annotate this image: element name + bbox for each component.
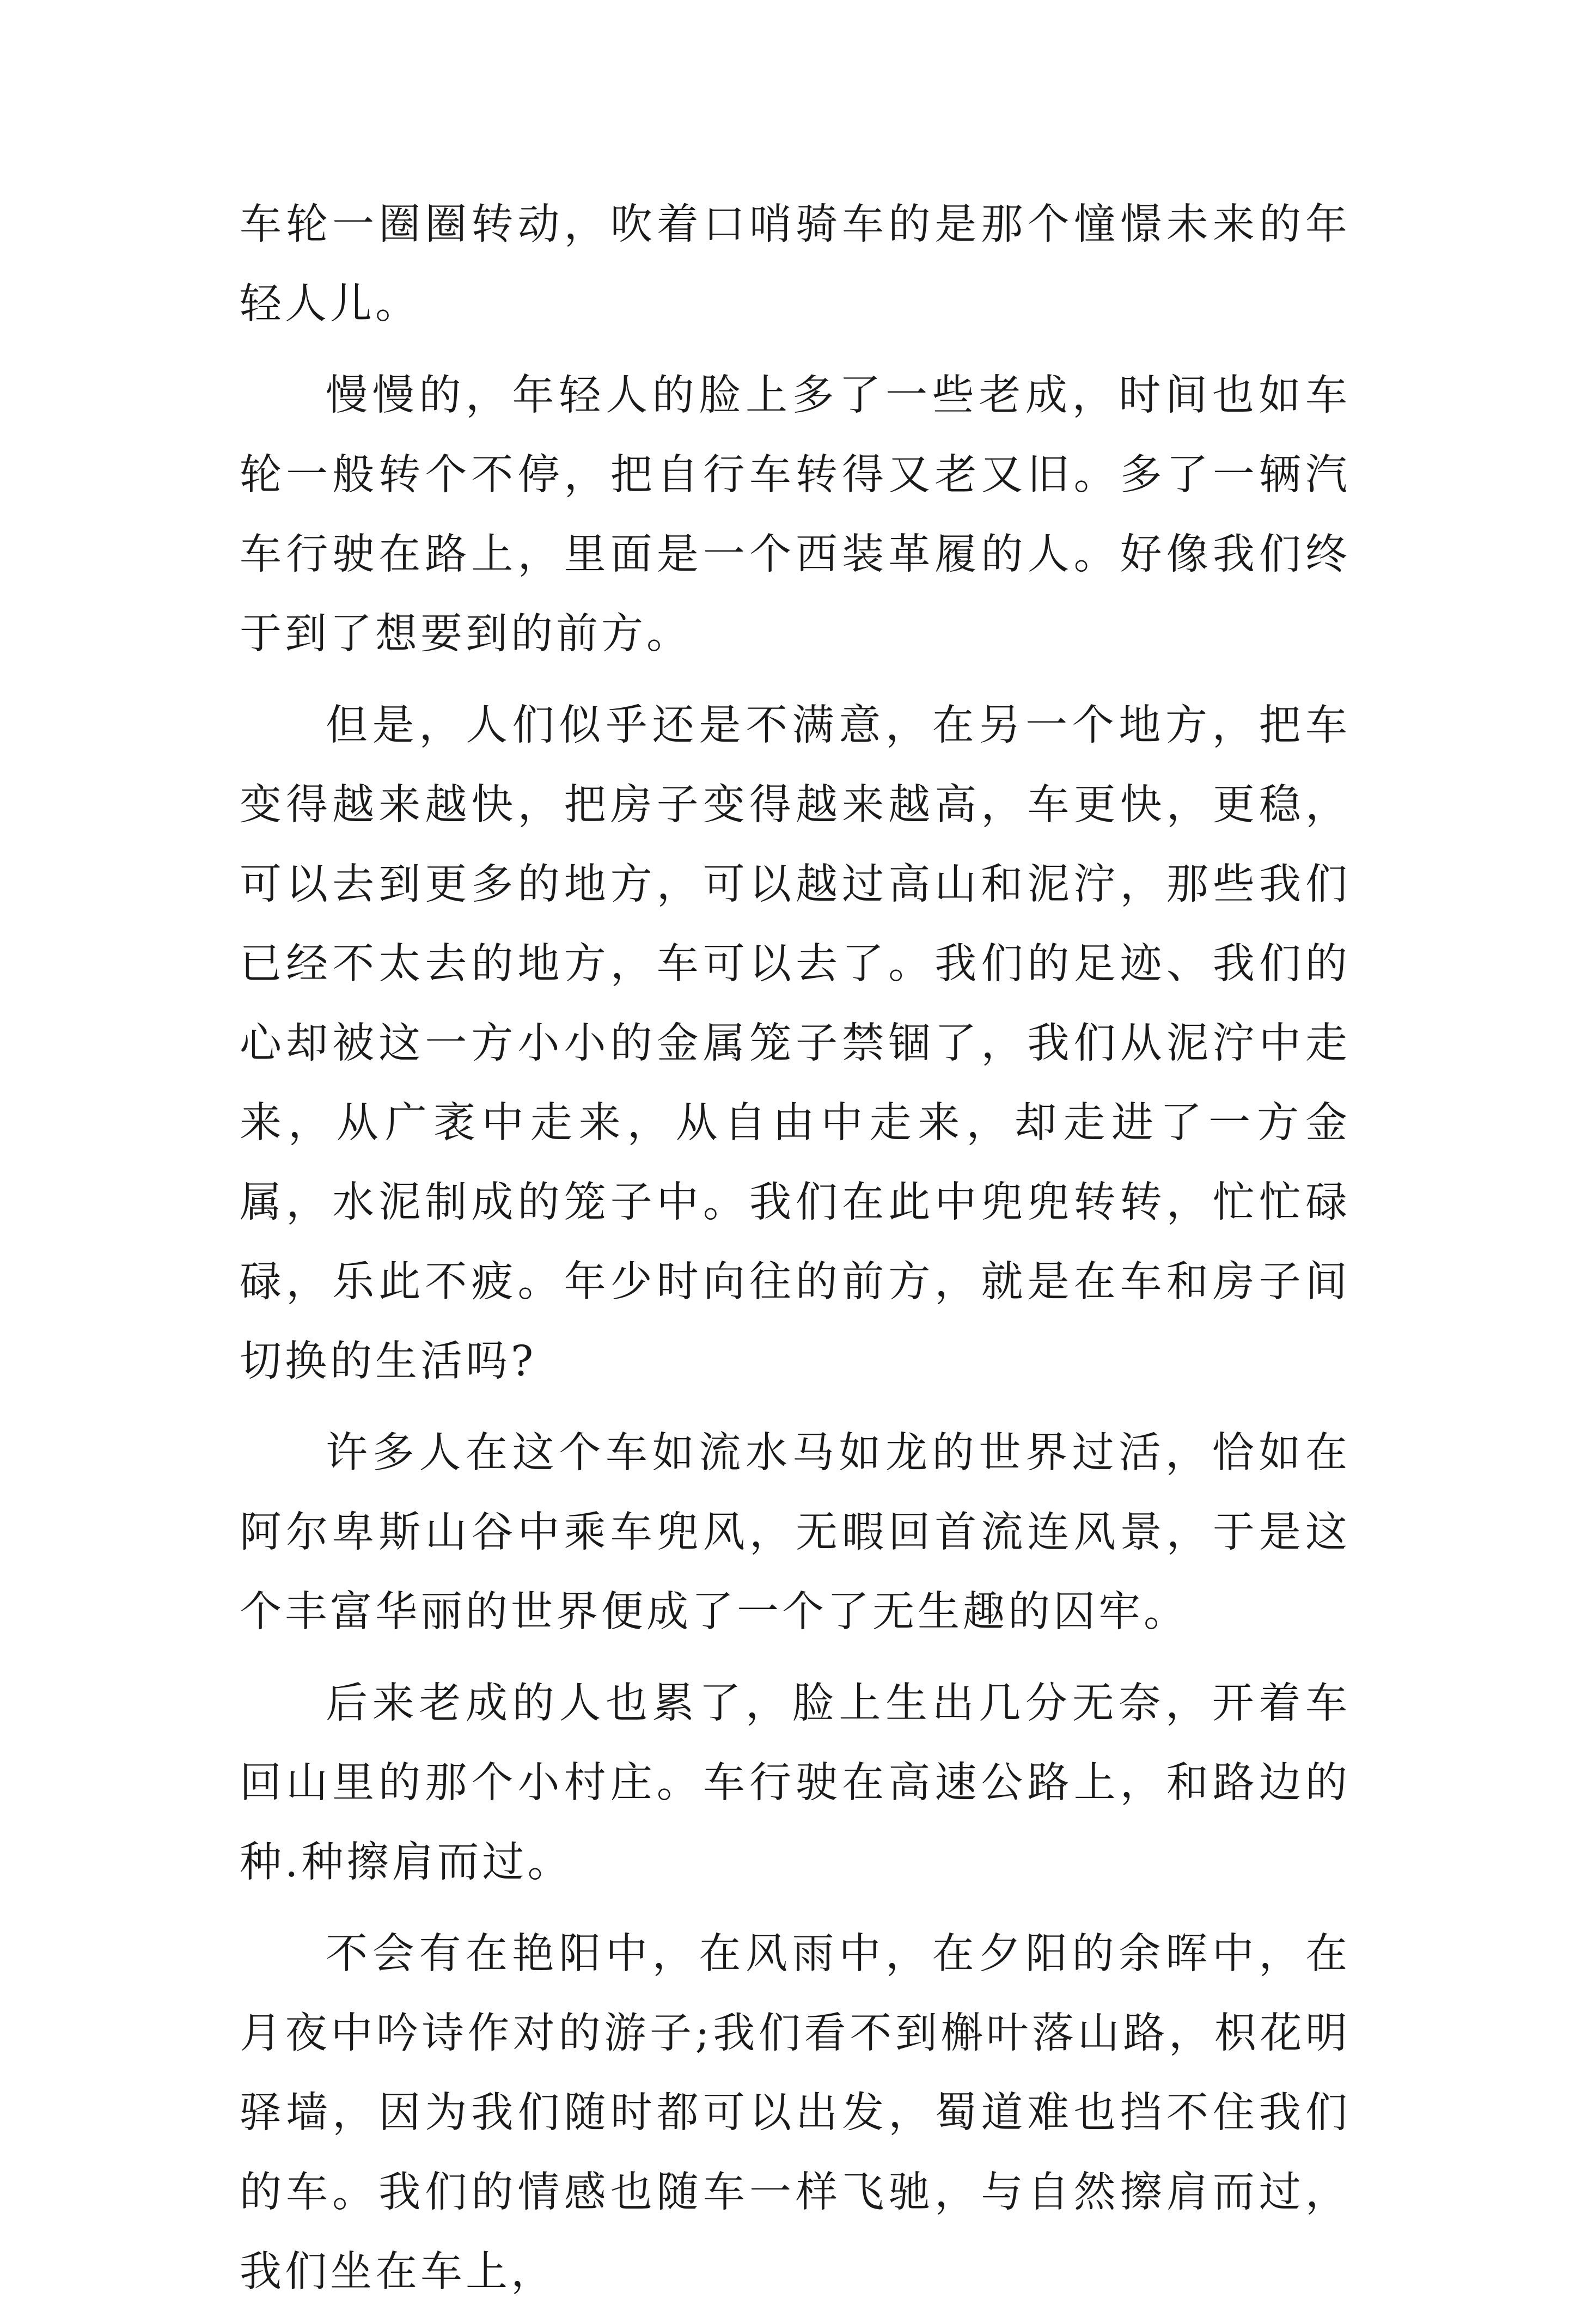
paragraph-2: 慢慢的，年轻人的脸上多了一些老成，时间也如车轮一般转个不停，把自行车转得又老又旧。多了一辆汽车行驶在路上，里面是一个西装革履的人。好像我们终于到了想要到的前方。 bbox=[240, 371, 1351, 658]
paragraph-1: 车轮一圈圈转动，吹着口哨骑车的是那个憧憬未来的年轻人儿。 bbox=[240, 200, 1351, 328]
paragraph-6: 不会有在艳阳中，在风雨中，在夕阳的余晖中，在月夜中吟诗作对的游子;我们看不到槲叶落山路，枳花明驿墙，因为我们随时都可以出发，蜀道难也挡不住我们的车。我们的情感也随车一样飞驰，与自然擦肩而过，我们坐在车上， bbox=[240, 1930, 1351, 2296]
paragraph-5: 后来老成的人也累了，脸上生出几分无奈，开着车回山里的那个小村庄。车行驶在高速公路上，和路边的种.种擦肩而过。 bbox=[240, 1679, 1351, 1887]
paragraph-3: 但是，人们似乎还是不满意，在另一个地方，把车变得越来越快，把房子变得越来越高，车更快，更稳，可以去到更多的地方，可以越过高山和泥泞，那些我们已经不太去的地方，车可以去了。我们的足迹、我们的心却被这一方小小的金属笼子禁锢了，我们从泥泞中走来，从广袤中走来，从自由中走来，却走进了一方金属，水泥制成的笼子中。我们在此中兜兜转转，忙忙碌碌，乐此不疲。年少时向往的前方，就是在车和房子间切换的生活吗? bbox=[240, 701, 1351, 1386]
paragraph-4: 许多人在这个车如流水马如龙的世界过活，恰如在阿尔卑斯山谷中乘车兜风，无暇回首流连风景，于是这个丰富华丽的世界便成了一个了无生趣的囚牢。 bbox=[240, 1429, 1351, 1636]
document-body bbox=[240, 185, 1351, 2324]
